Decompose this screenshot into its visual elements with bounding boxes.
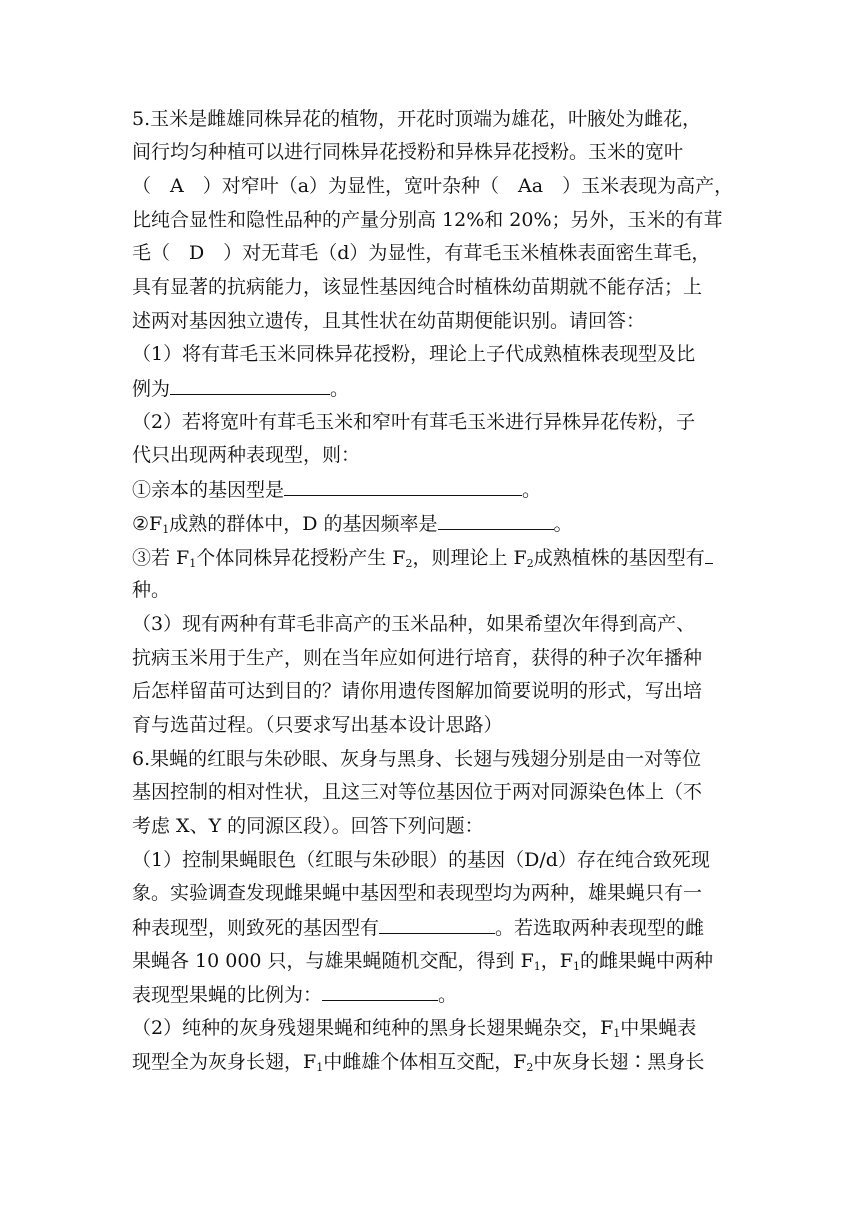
q5-sub3-line-1: （3）现有两种有茸毛非高产的玉米品种，如果希望次年得到高产、: [132, 613, 696, 635]
subscript: 1: [162, 523, 170, 536]
text-span: 。若选取两种表现型的雌: [495, 917, 705, 939]
text-span: 。: [553, 513, 573, 535]
text-span: 中灰身长翅∶黑身长: [533, 1051, 705, 1073]
q6-sub1-line-3: [132, 915, 732, 941]
q5-sub3-line-3: 后怎样留苗可达到目的？请你用遗传图解加简要说明的形式，写出培: [132, 680, 703, 702]
q5-sub2-line-2: 代只出现两种表现型，则：: [132, 444, 361, 466]
answer-blank[interactable]: [438, 511, 554, 530]
text-span: ，则理论上 F: [412, 547, 527, 569]
q6-line-3: 考虑 X、Y 的同源区段）。回答下列问题：: [132, 815, 484, 837]
text-span: 。: [438, 984, 458, 1006]
q5-line-6: 具有显著的抗病能力，该显性基因纯合时植株幼苗期就不能存活；上: [132, 276, 703, 298]
q6-sub2-line-2: [132, 1050, 732, 1075]
q6-sub1-line-4: [132, 949, 732, 974]
text-span: 现型全为灰身长翅，F: [132, 1051, 317, 1073]
text-span: 。: [522, 479, 542, 501]
text-span: 表现型果蝇的比例为：: [132, 984, 323, 1006]
q5-line-3: （ A ）对窄叶（a）为显性，宽叶杂种（ Aa ）玉米表现为高产，: [132, 175, 734, 197]
q5-sub1-line-1: （1）将有茸毛玉米同株异花授粉，理论上子代成熟植株表现型及比: [132, 343, 696, 365]
q6-sub1-line-2: 象。实验调查发现雌果蝇中基因型和表现型均为两种，雄果蝇只有一: [132, 882, 703, 904]
q5-sub2-item-3-cont: 种。: [132, 579, 171, 601]
subscript: 1: [533, 960, 541, 973]
q5-line-7: 述两对基因独立遗传，且其性状在幼苗期便能识别。请回答：: [132, 310, 646, 332]
q5-line-5: 毛（ D ）对无茸毛（d）为显性，有茸毛玉米植株表面密生茸毛，: [132, 242, 711, 264]
q6-sub1-line-1: （1）控制果蝇眼色（红眼与朱砂眼）的基因（D/d）存在纯合致死现: [132, 849, 710, 871]
subscript: 2: [526, 557, 534, 570]
q5-sub2-line-1: （2）若将宽叶有茸毛玉米和窄叶有茸毛玉米进行异株异花传粉，子: [132, 411, 696, 433]
q5-sub3-line-4: 育与选苗过程。（只要求写出基本设计思路）: [132, 714, 503, 736]
subscript: 1: [189, 557, 197, 570]
answer-blank[interactable]: [322, 982, 438, 1001]
answer-blank[interactable]: [705, 545, 713, 564]
subscript: 2: [526, 1061, 534, 1074]
subscript: 1: [572, 960, 580, 973]
q5-line-2: 间行均匀种植可以进行同株异花授粉和异株异花授粉。玉米的宽叶: [132, 141, 684, 163]
q6-line-1: 6.果蝇的红眼与朱砂眼、灰身与黑身、长翅与残翅分别是由一对等位: [132, 748, 702, 770]
q5-sub2-item-1: [132, 477, 732, 503]
q5-line-1: 5.玉米是雌雄同株异花的植物，开花时顶端为雄花，叶腋处为雌花，: [132, 108, 702, 130]
subscript: 2: [405, 557, 413, 570]
q5-line-4: 比纯合显性和隐性品种的产量分别高 12%和 20%；另外，玉米的有茸: [132, 209, 723, 231]
q6-sub1-line-5: [132, 982, 732, 1008]
q5-sub2-item-2: [132, 511, 732, 537]
q5-sub2-item-3: [132, 545, 732, 571]
q5-sub3-line-2: 抗病玉米用于生产，则在当年应如何进行培育，获得的种子次年播种: [132, 647, 703, 669]
text-span: 中雌雄个体相互交配，F: [323, 1051, 527, 1073]
text-span: 成熟植株的基因型有: [533, 547, 705, 569]
text-span: 种表现型，则致死的基因型有: [132, 917, 380, 939]
text-span: 。: [330, 378, 350, 400]
text-span: 中果蝇表: [620, 1017, 697, 1039]
text-span: 成熟的群体中，D 的基因频率是: [169, 513, 438, 535]
q6-sub2-line-1: [132, 1016, 732, 1041]
text-span: 个体同株异花授粉产生 F: [196, 547, 406, 569]
subscript: 1: [613, 1027, 621, 1040]
q6-line-2: 基因控制的相对性状，且这三对等位基因位于两对同源染色体上（不: [132, 781, 703, 803]
subscript: 1: [316, 1061, 324, 1074]
text-span: 例为: [132, 378, 171, 400]
text-span: （2）纯种的灰身残翅果蝇和纯种的黑身长翅果蝇杂交，F: [132, 1017, 614, 1039]
text-span: 的雌果蝇中两种: [579, 950, 713, 972]
text-span: ①亲本的基因型是: [132, 479, 285, 501]
text-span: ，F: [540, 950, 573, 972]
text-span: 果蝇各 10 000 只，与雄果蝇随机交配，得到 F: [132, 950, 534, 972]
answer-blank[interactable]: [284, 477, 522, 496]
answer-blank[interactable]: [379, 915, 495, 934]
q5-sub1-line-2: [132, 376, 732, 402]
text-span: ③若 F: [132, 547, 190, 569]
text-span: ②F: [132, 513, 163, 535]
answer-blank[interactable]: [170, 376, 330, 395]
